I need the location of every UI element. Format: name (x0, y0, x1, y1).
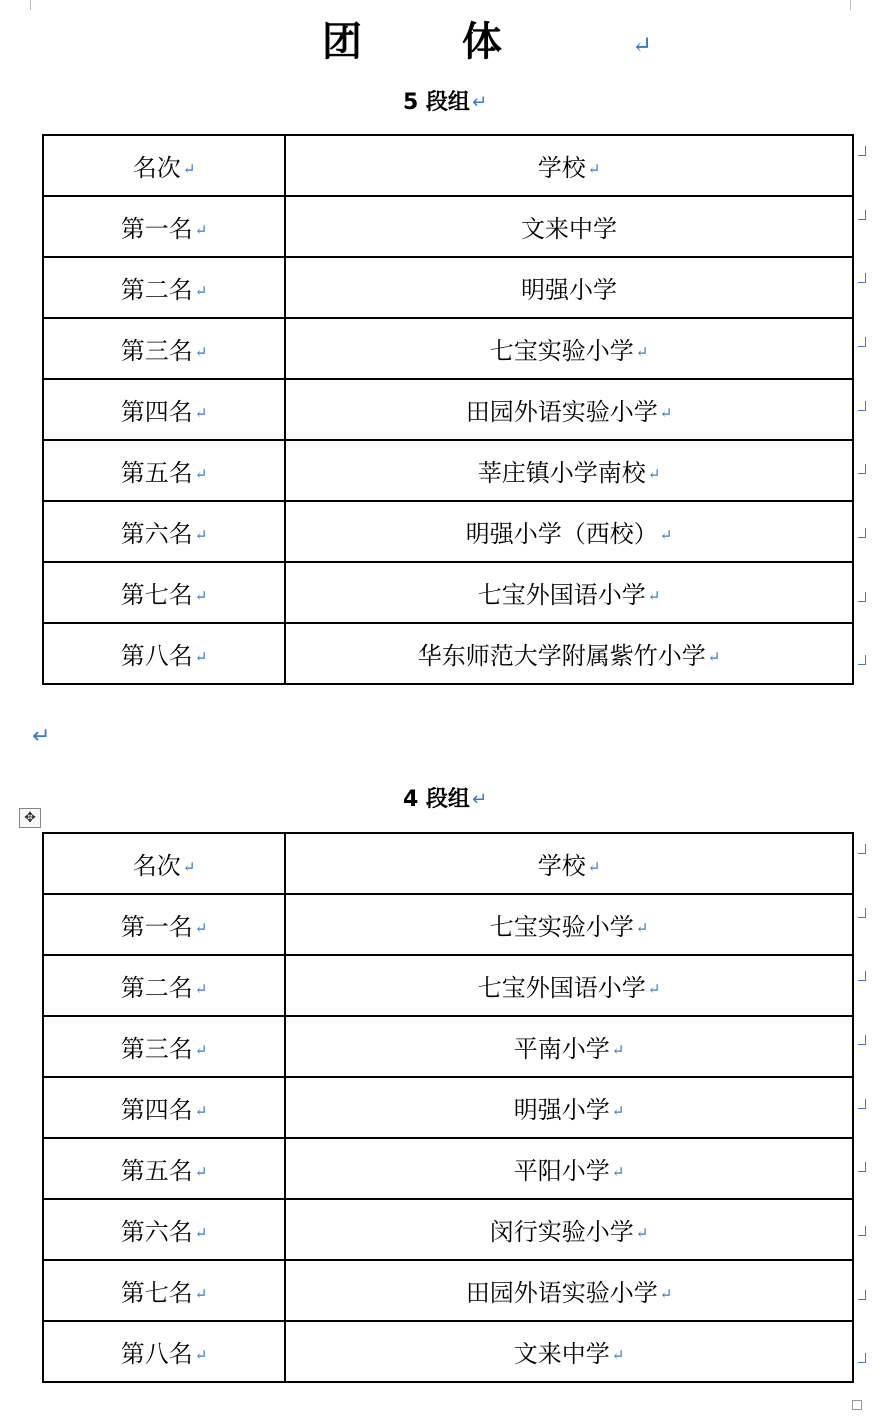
paragraph-mark-icon: ↵ (32, 724, 51, 749)
cell-end-mark-icon: ↵ (194, 221, 208, 239)
cell-end-mark-icon: ↵ (611, 1163, 625, 1181)
school-cell[interactable]: 七宝外国语小学 ↵ (285, 955, 853, 1016)
page-title (0, 14, 874, 70)
cell-end-mark-icon: ↵ (194, 465, 208, 483)
row-end-mark-icon (858, 1099, 866, 1109)
rank-cell[interactable]: 第五名 ↵ (43, 1138, 285, 1199)
cell-end-mark-icon: ↵ (194, 1163, 208, 1181)
row-end-mark-icon (858, 1226, 866, 1236)
cell-end-mark-icon: ↵ (194, 282, 208, 300)
table-row (43, 1138, 853, 1199)
rank-cell[interactable]: 第四名 ↵ (43, 1077, 285, 1138)
cell-end-mark-icon: ↵ (194, 587, 208, 605)
rank-cell[interactable]: 第三名 ↵ (43, 1016, 285, 1077)
rank-cell[interactable]: 第一名 ↵ (43, 894, 285, 955)
table-header-row (43, 833, 853, 894)
row-end-mark-icon (858, 1290, 866, 1300)
row-end-mark-icon (858, 1035, 866, 1045)
group-heading-text: 5 段组 (402, 90, 470, 115)
row-end-mark-icon (858, 273, 866, 283)
rank-cell[interactable]: 第二名 ↵ (43, 257, 285, 318)
rank-cell[interactable]: 第八名 ↵ (43, 623, 285, 684)
cell-end-mark-icon: ↵ (647, 980, 661, 998)
table-row (43, 257, 853, 318)
cell-end-mark-icon: ↵ (194, 648, 208, 666)
cell-end-mark-icon: ↵ (194, 1346, 208, 1364)
row-end-mark-icon (858, 337, 866, 347)
rank-cell[interactable]: 第二名 ↵ (43, 955, 285, 1016)
cell-end-mark-icon: ↵ (182, 858, 196, 876)
cell-end-mark-icon: ↵ (635, 919, 649, 937)
table-move-handle-icon[interactable]: ✥ (19, 808, 41, 828)
row-end-mark-icon (858, 1353, 866, 1363)
cell-end-mark-icon: ↵ (611, 1041, 625, 1059)
school-cell[interactable]: 明强小学 ↵ (285, 1077, 853, 1138)
cell-end-mark-icon: ↵ (659, 1285, 673, 1303)
table-row (43, 1016, 853, 1077)
table-header-row (43, 135, 853, 196)
school-cell[interactable]: 七宝外国语小学 ↵ (285, 562, 853, 623)
table-resize-handle-icon[interactable] (852, 1400, 862, 1410)
table-row (43, 562, 853, 623)
rank-cell[interactable]: 第三名 ↵ (43, 318, 285, 379)
ranking-table-group-5 (42, 134, 854, 685)
page-corner-top-left (20, 0, 31, 10)
row-end-mark-icon (858, 146, 866, 156)
school-cell[interactable]: 明强小学 (285, 257, 853, 318)
table-row (43, 501, 853, 562)
return-mark-icon: ↵ (631, 31, 653, 59)
school-cell[interactable]: 文来中学 ↵ (285, 1321, 853, 1382)
cell-end-mark-icon: ↵ (647, 465, 661, 483)
group-heading-4 (0, 783, 874, 817)
cell-end-mark-icon: ↵ (194, 343, 208, 361)
rank-cell[interactable]: 第八名 ↵ (43, 1321, 285, 1382)
school-cell[interactable]: 平南小学 ↵ (285, 1016, 853, 1077)
page-corner-top-right (850, 0, 861, 10)
table-row (43, 1321, 853, 1382)
school-cell[interactable]: 田园外语实验小学 ↵ (285, 1260, 853, 1321)
school-cell[interactable]: 七宝实验小学 ↵ (285, 894, 853, 955)
ranking-table-group-4 (42, 832, 854, 1383)
table-row (43, 1260, 853, 1321)
rank-cell[interactable]: 第六名 ↵ (43, 501, 285, 562)
school-cell[interactable]: 华东师范大学附属紫竹小学 ↵ (285, 623, 853, 684)
table-row (43, 1199, 853, 1260)
cell-end-mark-icon: ↵ (635, 343, 649, 361)
cell-end-mark-icon: ↵ (194, 980, 208, 998)
header-cell-rank[interactable]: 名次 ↵ (43, 135, 285, 196)
rank-cell[interactable]: 第六名 ↵ (43, 1199, 285, 1260)
row-end-mark-icon (858, 655, 866, 665)
table-row (43, 894, 853, 955)
school-cell[interactable]: 七宝实验小学 ↵ (285, 318, 853, 379)
header-cell-school[interactable]: 学校 ↵ (285, 833, 853, 894)
school-cell[interactable]: 田园外语实验小学 ↵ (285, 379, 853, 440)
school-cell[interactable]: 莘庄镇小学南校 ↵ (285, 440, 853, 501)
row-end-mark-icon (858, 528, 866, 538)
cell-end-mark-icon: ↵ (647, 587, 661, 605)
row-end-mark-icon (858, 844, 866, 854)
table-row (43, 440, 853, 501)
cell-end-mark-icon: ↵ (194, 919, 208, 937)
row-end-mark-icon (858, 592, 866, 602)
header-cell-school[interactable]: 学校 ↵ (285, 135, 853, 196)
table-row (43, 318, 853, 379)
return-mark-icon: ↵ (471, 789, 488, 810)
table-row (43, 1077, 853, 1138)
cell-end-mark-icon: ↵ (194, 1285, 208, 1303)
row-end-mark-icon (858, 908, 866, 918)
row-end-mark-icon (858, 464, 866, 474)
table-row (43, 623, 853, 684)
group-heading-5 (0, 86, 874, 120)
return-mark-icon: ↵ (471, 92, 488, 113)
table-row (43, 955, 853, 1016)
cell-end-mark-icon: ↵ (611, 1102, 625, 1120)
table-row (43, 196, 853, 257)
cell-end-mark-icon: ↵ (587, 160, 601, 178)
rank-cell[interactable]: 第七名 ↵ (43, 562, 285, 623)
page-title-text: 团体 (321, 18, 602, 65)
cell-end-mark-icon: ↵ (194, 526, 208, 544)
header-cell-rank[interactable]: 名次 ↵ (43, 833, 285, 894)
cell-end-mark-icon: ↵ (194, 1041, 208, 1059)
table-row (43, 379, 853, 440)
rank-cell[interactable]: 第七名 ↵ (43, 1260, 285, 1321)
rank-cell[interactable]: 第四名 ↵ (43, 379, 285, 440)
school-cell[interactable]: 平阳小学 ↵ (285, 1138, 853, 1199)
cell-end-mark-icon: ↵ (194, 1102, 208, 1120)
cell-end-mark-icon: ↵ (194, 404, 208, 422)
cell-end-mark-icon: ↵ (707, 648, 721, 666)
school-cell[interactable]: 闵行实验小学 ↵ (285, 1199, 853, 1260)
row-end-mark-icon (858, 210, 866, 220)
cell-end-mark-icon: ↵ (194, 1224, 208, 1242)
cell-end-mark-icon: ↵ (182, 160, 196, 178)
cell-end-mark-icon: ↵ (611, 1346, 625, 1364)
row-end-mark-icon (858, 401, 866, 411)
cell-end-mark-icon: ↵ (635, 1224, 649, 1242)
row-end-mark-icon (858, 1162, 866, 1172)
cell-end-mark-icon: ↵ (587, 858, 601, 876)
cell-end-mark-icon: ↵ (659, 404, 673, 422)
school-cell[interactable]: 文来中学 (285, 196, 853, 257)
row-end-mark-icon (858, 971, 866, 981)
rank-cell[interactable]: 第五名 ↵ (43, 440, 285, 501)
school-cell[interactable]: 明强小学（西校） ↵ (285, 501, 853, 562)
group-heading-text: 4 段组 (402, 787, 470, 812)
rank-cell[interactable]: 第一名 ↵ (43, 196, 285, 257)
cell-end-mark-icon: ↵ (659, 526, 673, 544)
